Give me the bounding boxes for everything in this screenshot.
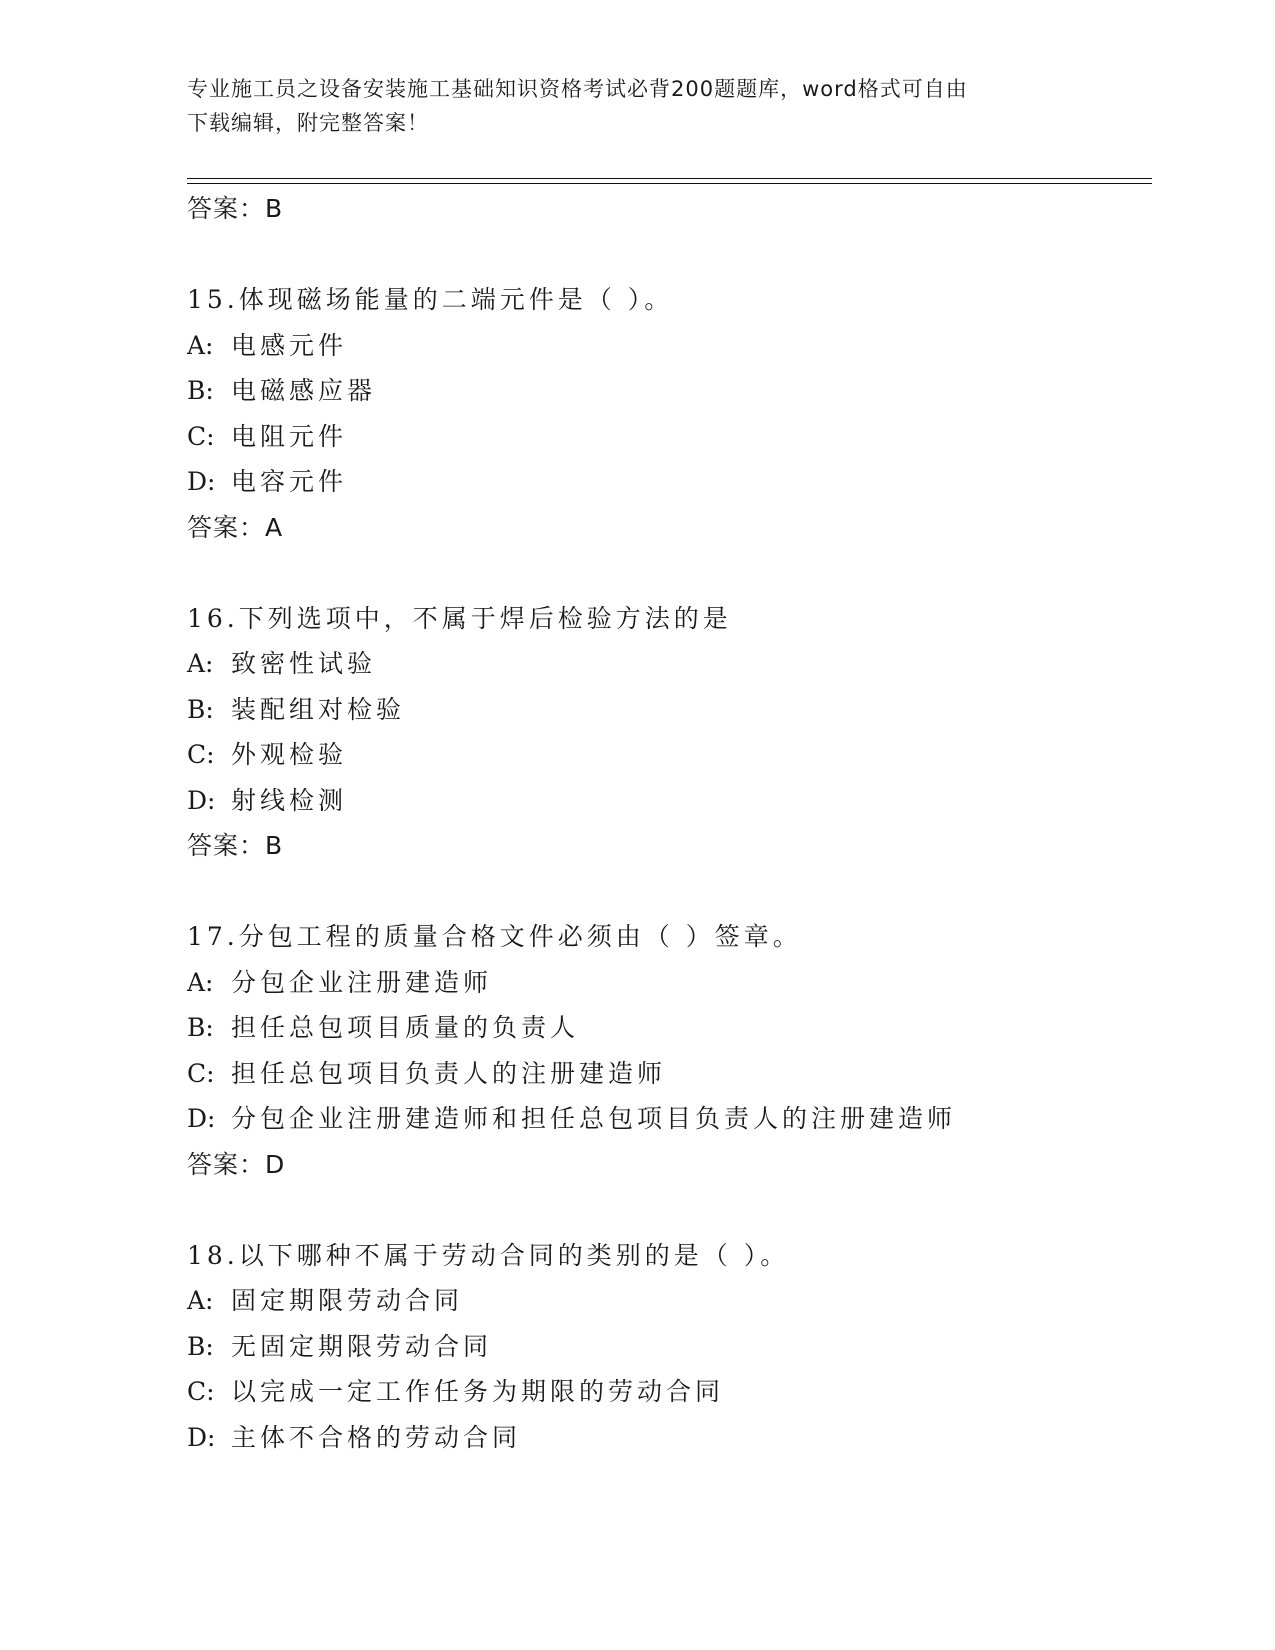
option-text: 电容元件 — [231, 467, 348, 496]
question-block — [187, 914, 1152, 1187]
option-letter: C: — [187, 740, 215, 769]
option-letter: D: — [187, 1422, 216, 1452]
option-text: 射线检测 — [231, 785, 348, 815]
option-text: 外观检验 — [231, 740, 348, 769]
question-text: 18.以下哪种不属于劳动合同的类别的是（ ）。 — [187, 1240, 790, 1270]
header-divider-top — [187, 178, 1152, 179]
option-a — [187, 641, 1152, 687]
option-letter: B: — [187, 376, 214, 405]
option-d — [187, 1415, 1152, 1461]
option-b — [187, 1324, 1152, 1370]
header-line-1: 专业施工员之设备安装施工基础知识资格考试必背200题题库，word格式可自由 — [187, 77, 968, 101]
spacer — [187, 232, 1152, 278]
option-c — [187, 732, 1152, 778]
option-text: 装配组对检验 — [231, 694, 406, 724]
option-text: 主体不合格的劳动合同 — [231, 1422, 522, 1452]
option-text: 分包企业注册建造师 — [231, 967, 493, 997]
previous-answer: 答案：B — [187, 194, 284, 223]
option-text: 以完成一定工作任务为期限的劳动合同 — [231, 1377, 725, 1406]
spacer — [187, 550, 1152, 596]
option-a — [187, 1278, 1152, 1324]
option-letter: C: — [187, 1058, 215, 1088]
option-letter: A: — [187, 330, 214, 360]
option-d — [187, 1096, 1152, 1142]
option-letter: D: — [187, 1104, 216, 1133]
option-text: 担任总包项目负责人的注册建造师 — [231, 1058, 667, 1088]
option-letter: D: — [187, 785, 216, 815]
option-a — [187, 960, 1152, 1006]
question-block — [187, 277, 1152, 550]
option-letter: C: — [187, 1377, 215, 1406]
question-list — [187, 186, 1152, 1460]
option-d — [187, 459, 1152, 505]
option-text: 固定期限劳动合同 — [231, 1286, 464, 1315]
option-text: 分包企业注册建造师和担任总包项目负责人的注册建造师 — [231, 1104, 957, 1133]
question-block — [187, 596, 1152, 869]
option-c — [187, 1051, 1152, 1097]
option-b — [187, 368, 1152, 414]
option-text: 无固定期限劳动合同 — [231, 1331, 493, 1361]
option-b — [187, 687, 1152, 733]
spacer — [187, 1187, 1152, 1233]
option-c — [187, 414, 1152, 460]
option-c — [187, 1369, 1152, 1415]
document-header — [187, 72, 1087, 140]
option-letter: B: — [187, 1331, 214, 1361]
question-block — [187, 1233, 1152, 1461]
spacer — [187, 869, 1152, 915]
answer-line: 答案：A — [187, 512, 284, 542]
option-letter: B: — [187, 1013, 214, 1042]
answer-line: 答案：B — [187, 831, 284, 860]
answer-line: 答案：D — [187, 1149, 286, 1179]
option-text: 电阻元件 — [231, 421, 348, 451]
question-text: 17.分包工程的质量合格文件必须由（ ）签章。 — [187, 922, 802, 951]
option-d — [187, 778, 1152, 824]
option-letter: A: — [187, 967, 214, 997]
option-letter: B: — [187, 694, 214, 724]
option-letter: A: — [187, 1286, 214, 1315]
option-letter: C: — [187, 421, 215, 451]
option-text: 担任总包项目质量的负责人 — [231, 1013, 580, 1042]
option-text: 致密性试验 — [231, 649, 377, 678]
option-letter: D: — [187, 467, 216, 496]
option-text: 电磁感应器 — [231, 376, 377, 405]
option-text: 电感元件 — [231, 330, 348, 360]
option-b — [187, 1005, 1152, 1051]
header-divider-bottom — [187, 183, 1152, 184]
question-text: 15.体现磁场能量的二端元件是（ ）。 — [187, 285, 674, 314]
option-letter: A: — [187, 649, 214, 678]
header-line-2: 下载编辑，附完整答案！ — [187, 111, 429, 135]
option-a — [187, 323, 1152, 369]
question-text: 16.下列选项中，不属于焊后检验方法的是 — [187, 603, 732, 633]
